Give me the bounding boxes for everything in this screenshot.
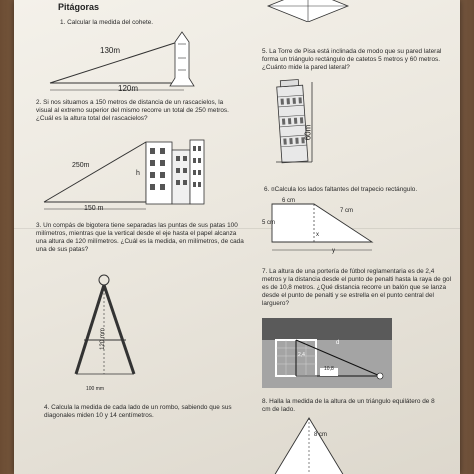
problem-5-text: 5. La Torre de Pisa está inclinada de modo que su pared lateral forma un triángulo rectángulo de catetos 5 metros y 60 metros. ¿Cuánto mide la pared lateral? <box>262 48 442 71</box>
goal-distance-label: 10,8 <box>324 366 334 372</box>
trapezoid-x-label: x <box>316 232 319 238</box>
equilateral-triangle-figure <box>264 414 354 474</box>
pisa-tower-figure <box>262 78 332 166</box>
problem-7-text: 7. La altura de una portería de fútbol reglamentaria es de 2,4 metros y la distancia desde el punto de penalti hasta la raya de gol es de 10,8 metros. ¿Qué distancia recorre un balón que se lanza desde el punto de penalti y se estrella en el punto central del larguero? <box>262 268 451 307</box>
skyscraper-base-label: 150 m <box>84 205 104 212</box>
skyscraper-figure <box>34 136 234 220</box>
problem-8-text: 8. Halla la medida de la altura de un triángulo equilátero de 8 cm de lado. <box>262 398 435 413</box>
soccer-goal-photo <box>262 318 392 388</box>
rocket-base-label: 120m <box>118 84 139 93</box>
problem-6-text: 6. ¤Calcula los lados faltantes del trapecio rectángulo. <box>264 186 418 193</box>
triangle-side-label: 8 cm <box>314 432 328 438</box>
trapezoid-left-label: 5 cm <box>262 220 276 226</box>
pisa-height-label: 60m <box>303 124 313 141</box>
problem-4-text: 4. Calcula la medida de cada lado de un rombo, sabiendo que sus diagonales miden 10 y 14 centímetros. <box>44 404 232 419</box>
compass-height-label: 120 mm <box>99 328 106 350</box>
page-title: Pitágoras <box>58 2 100 12</box>
skyscraper-hyp-label: 250m <box>72 162 90 169</box>
trapezoid-side-label: 7 cm <box>340 208 354 214</box>
trapezoid-top-label: 6 cm <box>282 198 296 204</box>
compass-base-label: 100 mm <box>86 386 105 392</box>
compass-figure <box>54 270 164 390</box>
problem-2-text: 2. Si nos situamos a 150 metros de distancia de un rascacielos, la visual al extremo superior del mismo recorre un total de 250 metros. ¿Cuál es la altura total del rascacielos? <box>36 99 229 122</box>
rhombus-figure <box>258 0 358 22</box>
trapezoid-figure <box>254 196 384 256</box>
worksheet-page <box>14 0 460 474</box>
trapezoid-y-label: y <box>332 248 335 254</box>
goal-height-label: 2,4 <box>298 352 305 358</box>
rocket-hyp-label: 130m <box>100 46 121 55</box>
problem-1-text: 1. Calcular la medida del cohete. <box>60 19 154 26</box>
skyscraper-h-label: h <box>136 170 140 177</box>
problem-3-text: 3. Un compás de bigotera tiene separadas las puntas de sus patas 100 milímetros, mientras que la vertical desde el eje hasta el papel alcanza una altura de 120 milímetros. ¿Cuál es la medida, en milímetros, de cada una de sus patas? <box>36 222 244 253</box>
goal-d-label: d <box>336 340 340 346</box>
